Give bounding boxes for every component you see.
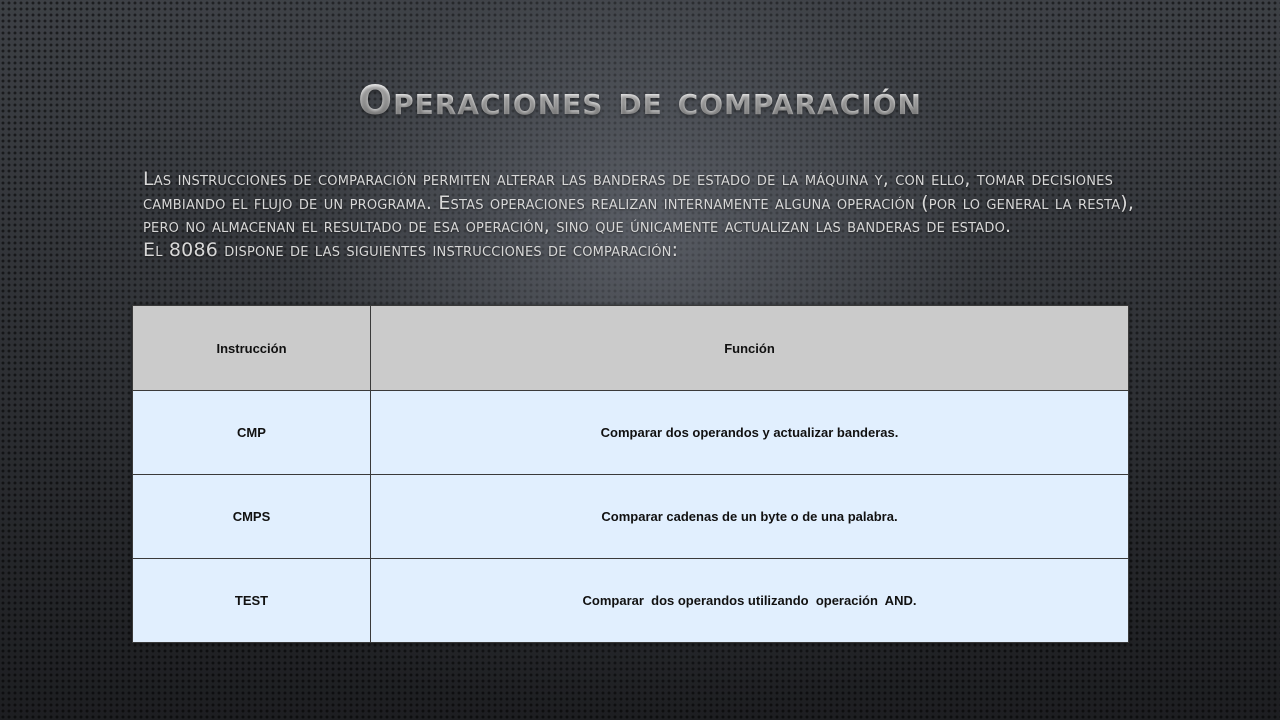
cell-function: Comparar cadenas de un byte o de una palabra. [371, 475, 1129, 559]
table-header-row [133, 306, 1129, 391]
table-row [133, 391, 1129, 475]
cell-instruction: TEST [133, 559, 371, 643]
cell-instruction: CMP [133, 391, 371, 475]
cell-function: Comparar dos operandos utilizando operación AND. [371, 559, 1129, 643]
table-row [133, 475, 1129, 559]
instructions-intro-paragraph: El 8086 dispone de las siguientes instrucciones de comparación: [143, 238, 679, 261]
intro-paragraph: Las instrucciones de comparación permiten alterar las banderas de estado de la máquina y, con ello, tomar decisiones cambiando el flujo de un programa. Estas operaciones realizan internamente alguna operación (por lo general la resta), pero no almacenan el resultado de esa operación, sino que únicamente actualizan las banderas de estado. [143, 168, 1135, 237]
header-instruccion: Instrucción [133, 306, 371, 391]
slide-title: Operaciones de comparación [0, 78, 1280, 124]
header-funcion: Función [371, 306, 1129, 391]
cell-function: Comparar dos operandos y actualizar banderas. [371, 391, 1129, 475]
table-row [133, 559, 1129, 643]
comparison-instructions-table [132, 305, 1129, 643]
cell-instruction: CMPS [133, 475, 371, 559]
body-text [143, 168, 1153, 262]
